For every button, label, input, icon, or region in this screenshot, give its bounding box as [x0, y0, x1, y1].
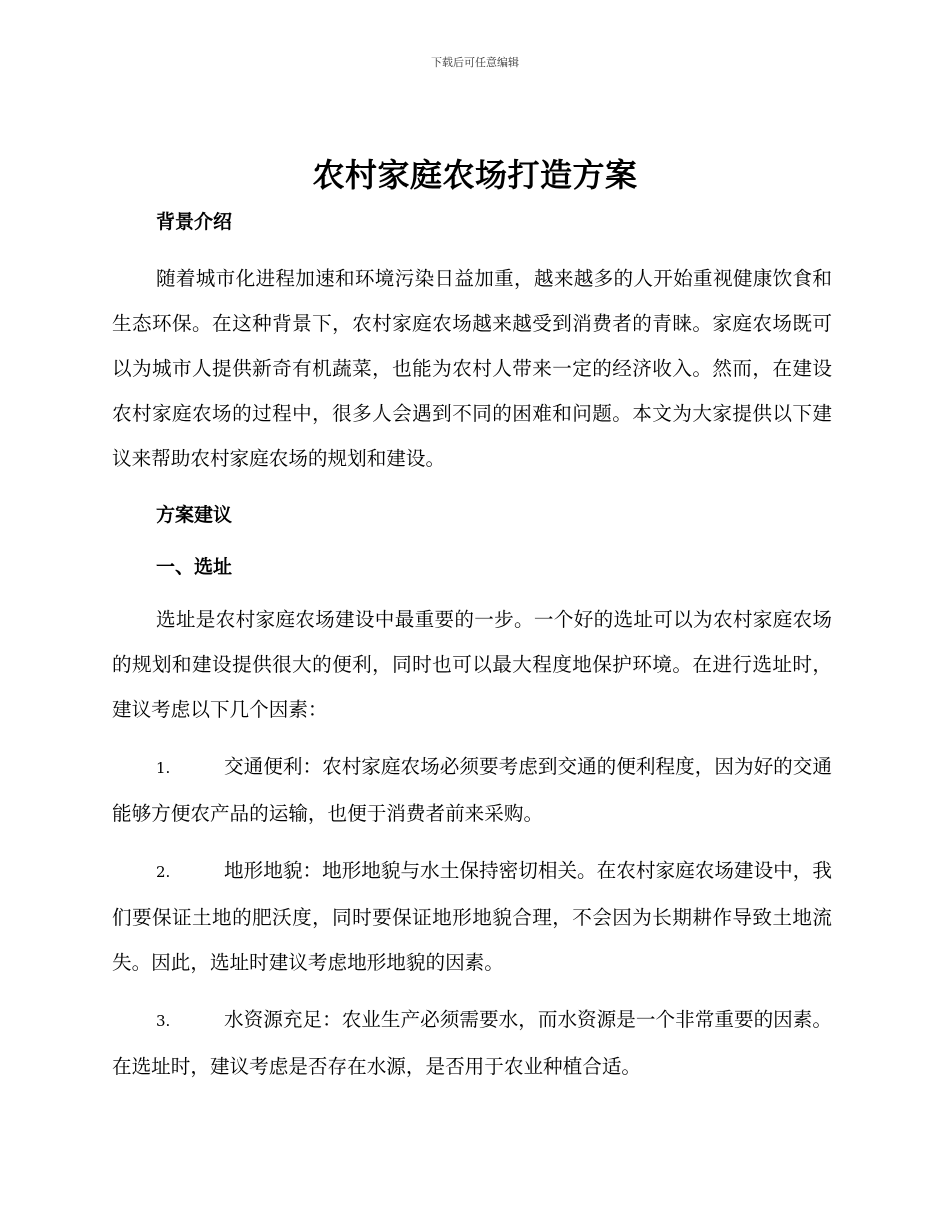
section-heading-site: 一、选址 [156, 556, 233, 578]
document-title: 农村家庭农场打造方案 [312, 156, 638, 194]
list-number: 1. [156, 759, 171, 777]
header-note: 下载后可任意编辑 [431, 56, 519, 69]
list-item-text: 交通便利：农村家庭农场必须要考虑到交通的便利程度，因为好的交通能够方便农产品的运输，也便于消费者前来采购。 [112, 755, 832, 825]
list-item [112, 744, 832, 836]
list-item [112, 997, 832, 1089]
list-item-text: 水资源充足：农业生产必须需要水，而水资源是一个非常重要的因素。在选址时，建议考虑是否存在水源，是否用于农业种植合适。 [112, 1008, 832, 1078]
list-item [112, 848, 832, 985]
list-number: 2. [156, 863, 171, 881]
section-heading-proposal: 方案建议 [156, 504, 233, 526]
list-number: 3. [156, 1012, 171, 1030]
background-paragraph: 随着城市化进程加速和环境污染日益加重，越来越多的人开始重视健康饮食和生态环保。在这种背景下，农村家庭农场越来越受到消费者的青睐。家庭农场既可以为城市人提供新奇有机蔬菜，也能为农村人带来一定的经济收入。然而，在建设农村家庭农场的过程中，很多人会遇到不同的困难和问题。本文为大家提供以下建议来帮助农村家庭农场的规划和建设。 [112, 267, 832, 470]
site-paragraph: 选址是农村家庭农场建设中最重要的一步。一个好的选址可以为农村家庭农场的规划和建设提供很大的便利，同时也可以最大程度地保护环境。在进行选址时，建议考虑以下几个因素： [112, 608, 832, 721]
list-item-text: 地形地貌：地形地貌与水土保持密切相关。在农村家庭农场建设中，我们要保证土地的肥沃度，同时要保证地形地貌合理，不会因为长期耕作导致土地流失。因此，选址时建议考虑地形地貌的因素。 [112, 859, 832, 974]
document-body [112, 200, 832, 1089]
section-heading-background: 背景介绍 [156, 211, 233, 233]
